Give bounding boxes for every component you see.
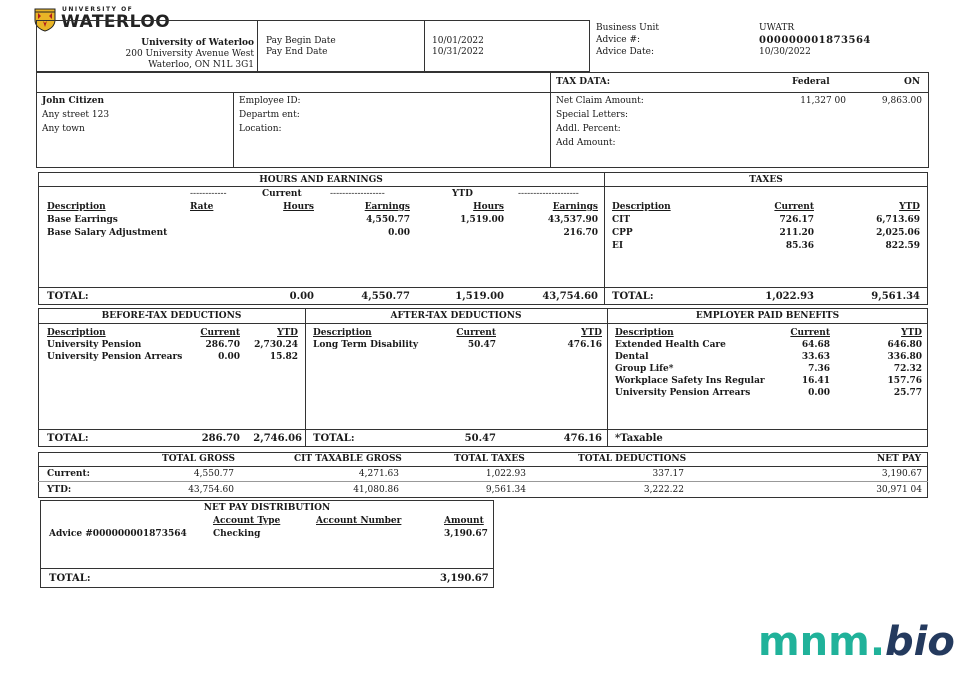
after-col-ytd: YTD (581, 328, 602, 338)
logo-line2: WATERLOO (61, 12, 171, 32)
tax-col-ytd: YTD (899, 202, 920, 212)
ytd-group-label: YTD (452, 189, 473, 199)
before-row-current: 286.70 (205, 340, 240, 350)
watermark-brand: mnm. (758, 619, 886, 665)
tax-col-current: Current (774, 202, 814, 212)
npd-total-amount: 3,190.67 (440, 573, 489, 584)
taxable-footnote: *Taxable (615, 433, 663, 444)
after-total-ytd: 476.16 (563, 433, 602, 444)
net-claim-province: 9,863.00 (881, 96, 922, 106)
net-pay-distribution-title: NET PAY DISTRIBUTION (203, 503, 331, 513)
npd-col-account-number: Account Number (316, 516, 402, 526)
summary-current-total-taxes: 1,022.93 (485, 469, 526, 479)
benefit-row-ytd: 25.77 (893, 388, 922, 398)
tax-total-label: TOTAL: (612, 291, 654, 302)
earn-total-ytd-earnings: 43,754.60 (542, 291, 598, 302)
logo-line1: UNIVERSITY OF (62, 6, 134, 13)
earn-row-ytd-hours: 1,519.00 (460, 215, 504, 225)
earn-row-ytd-earnings: 43,537.90 (547, 215, 598, 225)
taxes-title: TAXES (749, 175, 783, 185)
npd-advice: Advice #000000001873564 (49, 529, 187, 539)
benefit-row-desc: Dental (615, 352, 649, 362)
npd-amount: 3,190.67 (444, 529, 488, 539)
after-total-label: TOTAL: (313, 433, 355, 444)
after-row-current: 50.47 (467, 340, 496, 350)
after-row-desc: Long Term Disability (313, 340, 419, 350)
earn-col-earnings: Earnings (364, 202, 410, 212)
after-row-ytd: 476.16 (567, 340, 602, 350)
summary-col-total-deductions: TOTAL DEDUCTIONS (578, 454, 687, 464)
employee-id-label: Employee ID: (239, 96, 301, 106)
before-tax-title: BEFORE-TAX DEDUCTIONS (101, 311, 242, 321)
benefit-row-ytd: 72.32 (893, 364, 922, 374)
employer-name: University of Waterloo (141, 38, 254, 48)
benefit-row-ytd: 157.76 (887, 376, 922, 386)
pay-begin-value: 10/01/2022 (432, 36, 484, 46)
before-total-label: TOTAL: (47, 433, 89, 444)
tax-total-current: 1,022.93 (765, 291, 814, 302)
benefit-row-desc: University Pension Arrears (615, 388, 751, 398)
special-letters-label: Special Letters: (556, 110, 629, 120)
before-total-ytd: 2,746.06 (253, 433, 302, 444)
before-col-current: Current (200, 328, 240, 338)
addl-percent-label: Addl. Percent: (556, 124, 621, 134)
advice-number-value: 000000001873564 (759, 35, 871, 46)
tax-row-desc: EI (612, 241, 624, 251)
summary-ytd-net-pay: 30,971 04 (876, 485, 922, 495)
benefit-row-desc: Extended Health Care (615, 340, 726, 350)
summary-current-total-deductions: 337.17 (652, 469, 684, 479)
tax-row-desc: CIT (612, 215, 631, 225)
summary-col-total-gross: TOTAL GROSS (162, 454, 235, 464)
benefit-row-desc: Group Life* (615, 364, 674, 374)
summary-current-label: Current: (47, 469, 90, 479)
department-label: Departm ent: (239, 110, 300, 120)
employee-town: Any town (42, 124, 85, 134)
before-row-desc: University Pension Arrears (47, 352, 183, 362)
before-total-current: 286.70 (201, 433, 240, 444)
earn-col-ytd-hours: Hours (473, 202, 504, 212)
current-dashes-right: ------------------ (330, 189, 385, 199)
npd-col-account-type: Account Type (213, 516, 281, 526)
npd-col-amount: Amount (444, 516, 484, 526)
before-row-current: 0.00 (218, 352, 240, 362)
net-claim-label: Net Claim Amount: (556, 96, 644, 106)
summary-current-net-pay: 3,190.67 (881, 469, 922, 479)
location-label: Location: (239, 124, 282, 134)
earn-row-desc: Base Earrings (47, 215, 118, 225)
pay-begin-label: Pay Begin Date (266, 36, 336, 46)
tax-col-description: Description (612, 202, 671, 212)
mnm-bio-watermark (758, 617, 955, 667)
hours-earnings-title: HOURS AND EARNINGS (259, 175, 383, 185)
pay-end-label: Pay End Date (266, 47, 328, 57)
earn-col-description: Description (47, 202, 106, 212)
advice-number-label: Advice #: (596, 35, 641, 45)
tax-federal-label: Federal (792, 77, 830, 87)
summary-ytd-total-deductions: 3,222.22 (643, 485, 684, 495)
current-group-label: Current (262, 189, 302, 199)
net-claim-federal: 11,327 00 (800, 96, 846, 106)
earn-total-hours: 0.00 (289, 291, 314, 302)
summary-current-total-gross: 4,550.77 (193, 469, 234, 479)
benefit-col-description: Description (615, 328, 674, 338)
earn-col-hours: Hours (283, 202, 314, 212)
current-dashes-left: ------------ (190, 189, 227, 199)
summary-ytd-total-taxes: 9,561.34 (485, 485, 526, 495)
summary-col-total-taxes: TOTAL TAXES (454, 454, 525, 464)
before-row-desc: University Pension (47, 340, 142, 350)
after-total-current: 50.47 (464, 433, 496, 444)
tax-province-label: ON (904, 77, 921, 87)
tax-row-ytd: 2,025.06 (876, 228, 920, 238)
summary-ytd-cit-taxable: 41,080.86 (353, 485, 399, 495)
before-row-ytd: 15.82 (269, 352, 298, 362)
summary-col-net-pay: NET PAY (877, 454, 921, 464)
earn-row-earnings: 4,550.77 (366, 215, 410, 225)
earn-row-earnings: 0.00 (388, 228, 410, 238)
benefit-row-current: 16.41 (801, 376, 830, 386)
business-unit-label: Business Unit (596, 23, 660, 33)
before-col-ytd: YTD (277, 328, 298, 338)
earn-row-ytd-earnings: 216.70 (563, 228, 598, 238)
tax-row-current: 211.20 (779, 228, 814, 238)
ytd-dashes-right: -------------------- (518, 189, 579, 199)
benefit-row-current: 33.63 (801, 352, 830, 362)
earn-row-desc: Base Salary Adjustment (47, 228, 168, 238)
earn-col-ytd-earnings: Earnings (552, 202, 598, 212)
benefit-col-ytd: YTD (901, 328, 922, 338)
advice-date-label: Advice Date: (596, 47, 655, 57)
benefit-row-ytd: 646.80 (887, 340, 922, 350)
employer-benefits-title: EMPLOYER PAID BENEFITS (695, 311, 840, 321)
after-col-current: Current (456, 328, 496, 338)
tax-row-current: 85.36 (785, 241, 814, 251)
benefit-row-ytd: 336.80 (887, 352, 922, 362)
employee-street: Any street 123 (42, 110, 110, 120)
benefit-row-current: 0.00 (808, 388, 830, 398)
employer-address2: Waterloo, ON N1L 3G1 (148, 60, 254, 70)
before-row-ytd: 2,730.24 (254, 340, 298, 350)
summary-col-cit-taxable-gross: CIT TAXABLE GROSS (294, 454, 402, 464)
tax-total-ytd: 9,561.34 (871, 291, 920, 302)
earn-total-earnings: 4,550.77 (361, 291, 410, 302)
earn-total-label: TOTAL: (47, 291, 89, 302)
tax-row-current: 726.17 (779, 215, 814, 225)
add-amount-label: Add Amount: (556, 138, 616, 148)
npd-account-type: Checking (213, 529, 261, 539)
summary-ytd-label: YTD: (47, 485, 72, 495)
benefit-col-current: Current (790, 328, 830, 338)
employee-name: John Citizen (42, 96, 105, 106)
tax-row-ytd: 6,713.69 (876, 215, 920, 225)
summary-ytd-total-gross: 43,754.60 (188, 485, 234, 495)
tax-data-label: TAX DATA: (556, 77, 611, 87)
before-col-description: Description (47, 328, 106, 338)
business-unit-value: UWATR (759, 23, 795, 33)
npd-total-label: TOTAL: (49, 573, 91, 584)
tax-row-desc: CPP (612, 228, 633, 238)
benefit-row-desc: Workplace Safety Ins Regular (615, 376, 765, 386)
pay-end-value: 10/31/2022 (432, 47, 484, 57)
earn-total-ytd-hours: 1,519.00 (455, 291, 504, 302)
advice-date-value: 10/30/2022 (759, 47, 811, 57)
benefit-row-current: 64.68 (801, 340, 830, 350)
summary-current-cit-taxable: 4,271.63 (358, 469, 399, 479)
after-col-description: Description (313, 328, 372, 338)
employer-address1: 200 University Avenue West (125, 49, 254, 59)
after-tax-title: AFTER-TAX DEDUCTIONS (390, 311, 522, 321)
watermark-suffix: bio (885, 619, 955, 665)
tax-row-ytd: 822.59 (885, 241, 920, 251)
benefit-row-current: 7.36 (808, 364, 830, 374)
earn-col-rate: Rate (190, 202, 214, 212)
